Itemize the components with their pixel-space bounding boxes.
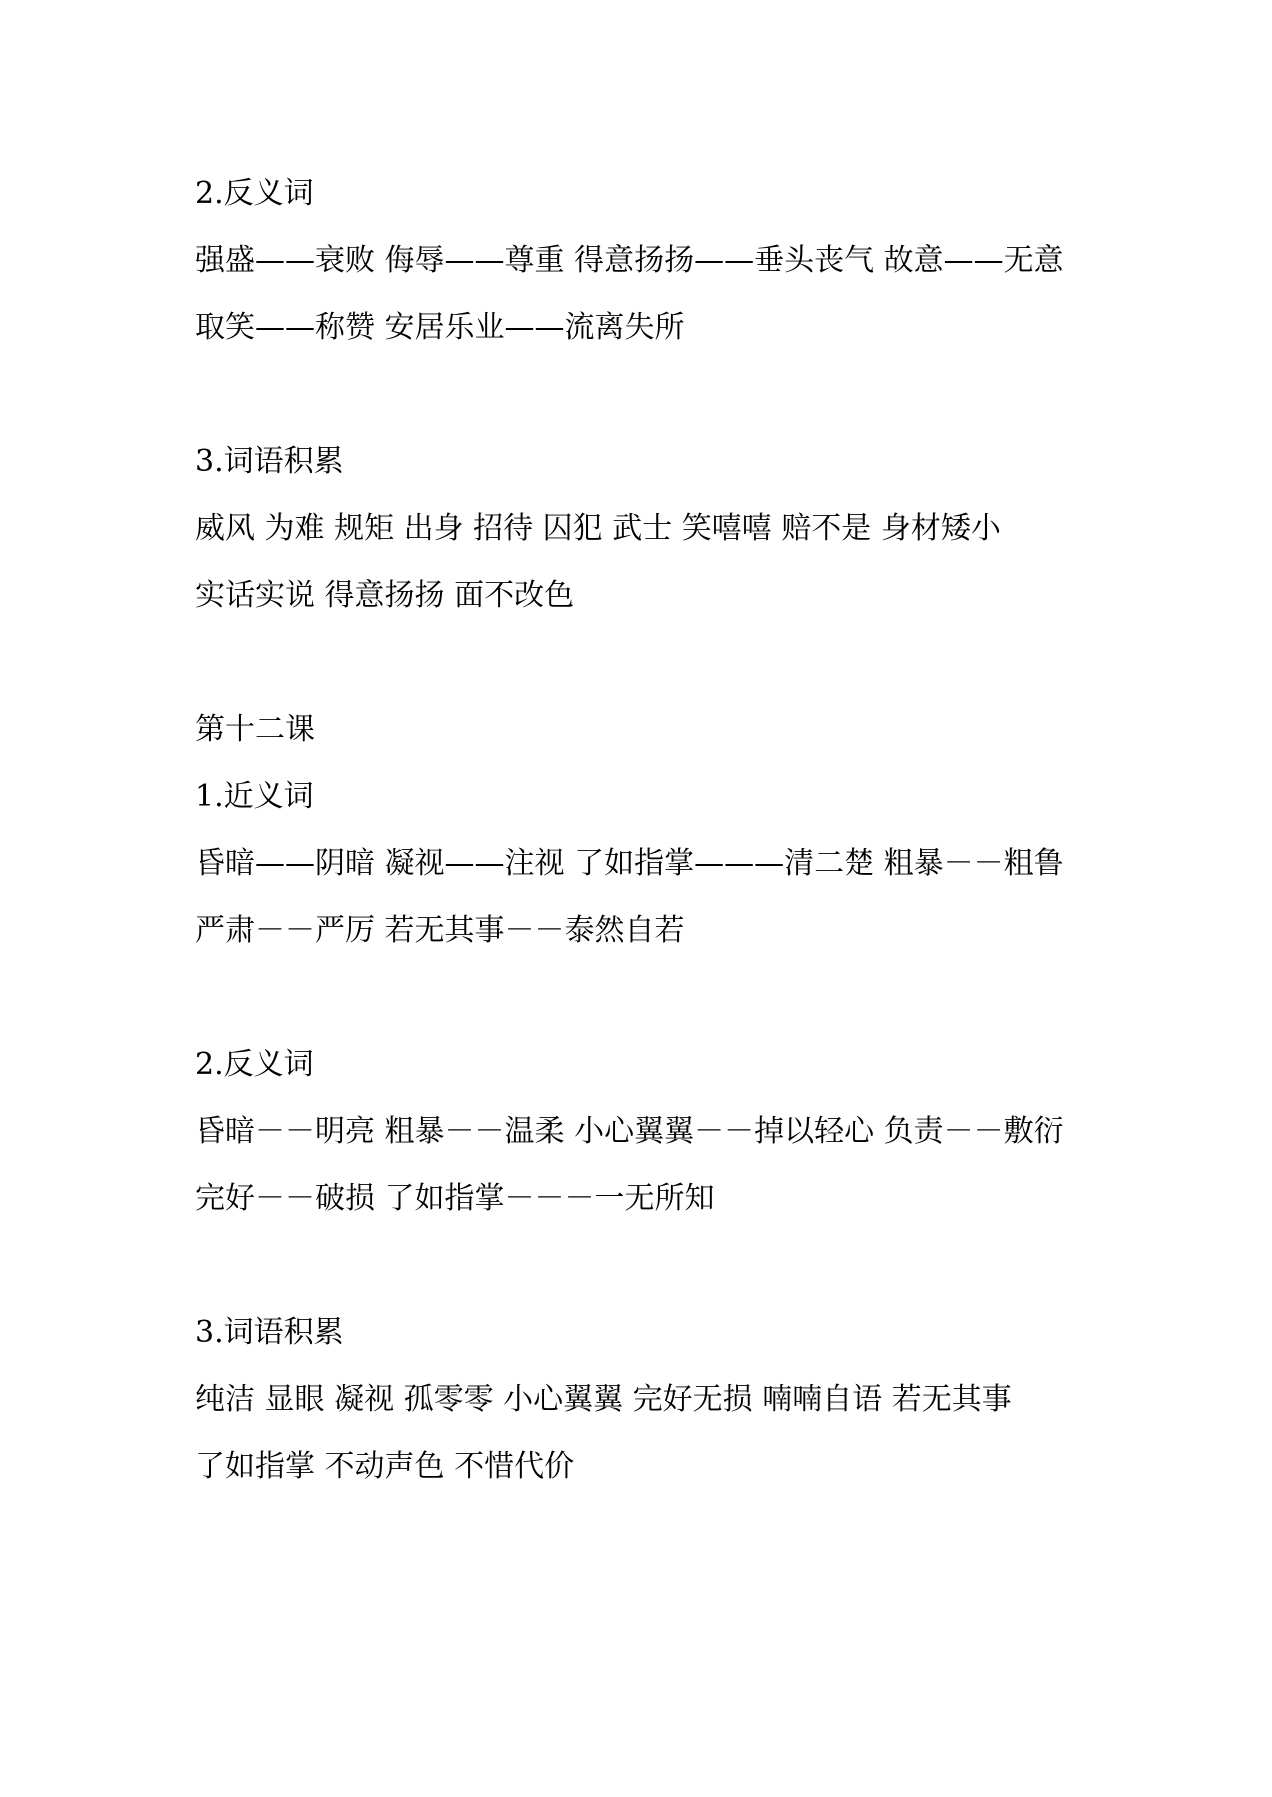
spacer [195,629,1095,696]
lesson-heading: 第十二课 [195,712,315,747]
word-line: 昏暗－－明亮 粗暴－－温柔 小心翼翼－－掉以轻心 负责－－敷衍 [195,1114,1064,1149]
word-line: 完好－－破损 了如指掌－－－一无所知 [195,1181,715,1216]
section-title: 1.近义词 [195,779,314,814]
lesson-12-section [195,696,1095,964]
word-line: 严肃－－严厉 若无其事－－泰然自若 [195,913,685,948]
word-line: 强盛——衰败 侮辱——尊重 得意扬扬——垂头丧气 故意——无意 [195,243,1064,278]
section-title: 3.词语积累 [195,1315,344,1350]
antonyms-section-b [195,1031,1095,1232]
antonyms-section-a [195,160,1095,361]
section-title: 2.反义词 [195,176,314,211]
word-line: 昏暗——阴暗 凝视——注视 了如指掌———清二楚 粗暴－－粗鲁 [195,846,1064,881]
spacer [195,964,1095,1031]
accumulation-section-b [195,1299,1095,1500]
spacer [195,361,1095,428]
accumulation-section-a [195,428,1095,629]
document-page [195,160,1095,1500]
word-line: 取笑——称赞 安居乐业——流离失所 [195,310,685,345]
section-title: 3.词语积累 [195,444,344,479]
word-line: 威风 为难 规矩 出身 招待 囚犯 武士 笑嘻嘻 赔不是 身材矮小 [195,511,1001,546]
word-line: 纯洁 显眼 凝视 孤零零 小心翼翼 完好无损 喃喃自语 若无其事 [195,1382,1012,1417]
spacer [195,1232,1095,1299]
section-title: 2.反义词 [195,1047,314,1082]
word-line: 实话实说 得意扬扬 面不改色 [195,578,575,613]
word-line: 了如指掌 不动声色 不惜代价 [195,1449,575,1484]
